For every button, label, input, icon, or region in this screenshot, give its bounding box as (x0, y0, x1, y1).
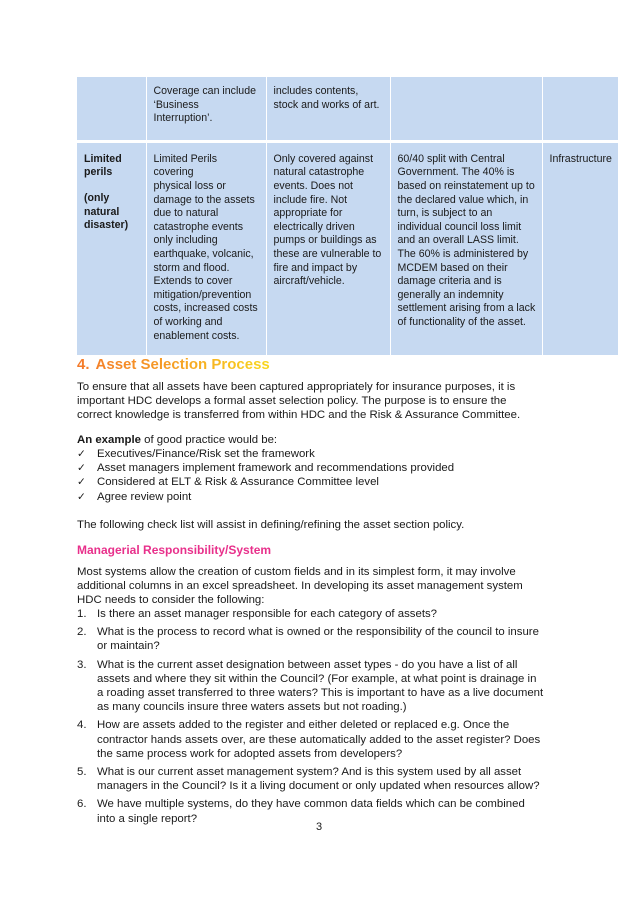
table-cell-coverage (146, 77, 266, 141)
list-item: 3. What is the current asset designation between asset types - do you have a list of all assets and where they sit within the Council? (For example, at what point is drainage in a roading asset transferred to three waters? This is important to have as a live document as many councils insure three waters assets but not roading.) (77, 658, 577, 715)
insurance-coverage-table (77, 77, 618, 355)
text-line: damage criteria and is (397, 275, 502, 288)
text-line: important HDC develops a formal asset selection policy. The purpose is to ensure the (77, 395, 507, 408)
section-title: Asset Selection Process (95, 356, 270, 373)
text-line: correct knowledge is transferred from within HDC and the Risk & Assurance Committee. (77, 409, 521, 422)
text-line: assets and where they sit within the Council? (For example, at what point is drainage in (97, 672, 537, 685)
text-line: electrically driven (273, 220, 355, 233)
text-line: Is there an asset manager responsible for each category of assets? (97, 608, 438, 620)
checklist-note: The following check list will assist in defining/refining the asset section policy. (77, 519, 465, 531)
table-cell-terms (390, 141, 542, 355)
checkmark-icon: ✓ (77, 476, 86, 489)
text-line: How are assets added to the register and either deleted or replaced e.g. Once the (97, 719, 510, 732)
text-line: Government. The 40% is (397, 166, 515, 179)
checkmark-icon: ✓ (77, 490, 86, 503)
text-line: pumps or buildings as (273, 234, 377, 247)
table-cell-coverage (146, 141, 266, 355)
text-line: and an overall LASS limit. (397, 234, 519, 247)
text-line: additional columns in an excel spreadsheet. In developing its asset management system (77, 580, 523, 593)
text-line: disaster) (84, 219, 129, 232)
text-line: enablement costs. (153, 329, 240, 342)
text-line: of working and (153, 315, 223, 328)
list-item: 5. What is our current asset management system? And is this system used by all asset managers in the Council? Is it a living document or only updated when resources allow? (77, 765, 577, 793)
text-line: mitigation/prevention (153, 288, 252, 301)
good-practice-checklist (77, 447, 454, 504)
table-cell-label (77, 77, 146, 141)
section-number: 4. (77, 356, 90, 373)
text-line: MCDEM based on their (397, 261, 508, 274)
section-intro-paragraph (77, 380, 567, 423)
text-line: Limited Perils covering (153, 152, 218, 179)
text-line: physical loss or (153, 179, 226, 192)
considerations-list (77, 607, 577, 830)
text-line: the same process work for adopted assets from developers? (97, 747, 403, 760)
example-bold: An example (77, 434, 141, 446)
text-line: The 60% is administered by (397, 247, 529, 260)
list-item: 2. What is the process to record what is owned or the responsibility of the council to insure or maintain? (77, 625, 577, 653)
checkmark-icon: ✓ (77, 462, 86, 475)
text-line: (only (84, 191, 110, 204)
page-number: 3 (315, 821, 323, 833)
list-item: 6. We have multiple systems, do they have common data fields which can be combined into a single report? (77, 797, 577, 825)
text-line: ‘Business Interruption’. (153, 98, 213, 125)
text-line: damage to the assets (153, 193, 255, 206)
list-item: 1. Is there an asset manager responsible for each category of assets? (77, 607, 577, 621)
table-row (77, 77, 618, 141)
table-cell-covered (266, 77, 390, 141)
text-line: of functionality of the asset. (397, 315, 526, 328)
text-line: settlement arising from a lack (397, 302, 536, 315)
text-line: catastrophe events (153, 220, 244, 233)
text-line: the declared value which, in (397, 193, 529, 206)
text-line: Limited (84, 152, 122, 165)
text-line: individual council loss limit (397, 220, 522, 233)
text-line: these are vulnerable to (273, 247, 382, 260)
text-line: costs, increased costs (153, 302, 258, 315)
text-line: Extends to cover (153, 275, 233, 288)
text-line: fire and impact by (273, 261, 358, 274)
text-line: Most systems allow the creation of custom fields and in its simplest form, it may involve (77, 566, 516, 578)
text-line: What is the process to record what is owned or the responsibility of the council to insure (97, 626, 539, 639)
section-heading (77, 356, 270, 374)
text-line: natural (84, 205, 120, 218)
text-line: earthquake, volcanic, (153, 247, 254, 260)
table-cell-category (542, 141, 618, 355)
text-line: or maintain? (97, 640, 160, 653)
table-cell-category (542, 77, 618, 141)
text-line: into a single report? (97, 812, 198, 825)
text-line: events. Does not (273, 179, 353, 192)
text-line: appropriate for (273, 207, 343, 220)
list-item: ✓ Executives/Finance/Risk set the framework (77, 448, 315, 460)
text-line: To ensure that all assets have been captured appropriately for insurance purposes, it is (77, 381, 516, 393)
example-paragraph (77, 433, 567, 447)
text-line: managers in the Council? Is it a living document or only updated when resources allow? (97, 780, 540, 793)
text-line: HDC needs to consider the following: (77, 594, 265, 607)
subsection-intro-paragraph (77, 565, 567, 608)
table-cell-label (77, 141, 146, 355)
text-line: generally an indemnity (397, 288, 504, 301)
text-line: What is the current asset designation between asset types - do you have a list of all (97, 658, 518, 671)
text-line: stock and works of art. (273, 98, 380, 111)
list-item: ✓ Considered at ELT & Risk & Assurance Committee level (77, 476, 379, 489)
subsection-heading: Managerial Responsibility/System (77, 543, 272, 557)
label-natural-disaster (84, 192, 140, 233)
text-line: based on reinstatement up to (397, 179, 535, 192)
text-line: a roading asset transferred to three waters? This is important to have as a live document (97, 687, 544, 700)
text-line: as many councils insure three waters assets but not roading.) (97, 701, 407, 714)
text-line: aircraft/vehicle. (273, 275, 345, 288)
text-line: storm and flood. (153, 261, 230, 274)
text-line: We have multiple systems, do they have common data fields which can be combined (97, 798, 525, 811)
text-line: due to natural (153, 207, 219, 220)
list-item: 4. How are assets added to the register and either deleted or replaced e.g. Once the contractor hands assets over, are these automatically added to the asset register? Does the same process work for adopted assets from developers? (77, 718, 577, 761)
text-line: Coverage can include (153, 85, 256, 97)
table-row (77, 141, 618, 355)
checkmark-icon: ✓ (77, 448, 86, 460)
text-line: only including (153, 234, 218, 247)
text-line: contractor hands assets over, are these automatically added to the asset register? Does (97, 733, 541, 746)
example-rest: of good practice would be: (140, 434, 278, 446)
text-line: perils (84, 166, 113, 179)
text-line: natural catastrophe (273, 166, 365, 179)
text-line: Infrastructure (549, 152, 612, 165)
label-limited-perils (84, 153, 140, 180)
text-line: What is our current asset management system? And is this system used by all asset (97, 766, 522, 779)
text-line: Only covered against (273, 152, 374, 165)
list-item: ✓ Asset managers implement framework and recommendations provided (77, 462, 455, 475)
list-item: ✓ Agree review point (77, 490, 192, 503)
table-cell-covered (266, 141, 390, 355)
table-cell-terms (390, 77, 542, 141)
text-line: includes contents, (273, 85, 359, 97)
text-line: turn, is subject to an (397, 207, 493, 220)
text-line: include fire. Not (273, 193, 348, 206)
text-line: 60/40 split with Central (397, 152, 505, 165)
